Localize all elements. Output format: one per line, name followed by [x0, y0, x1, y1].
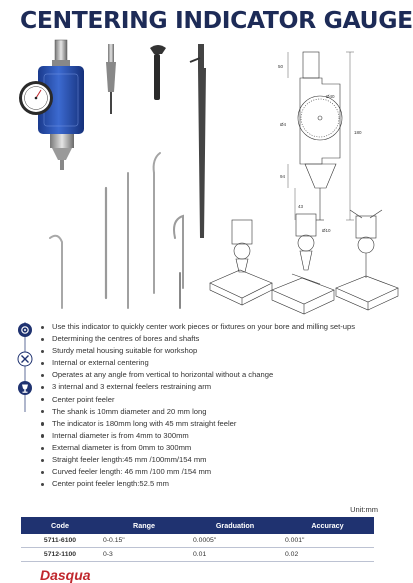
feature-list: [40, 321, 402, 490]
shank-tool-photo: [106, 44, 116, 114]
dim-d1: Ø10: [322, 228, 331, 233]
feature-item: Curved feeler length: 46 mm /100 mm /154 mm: [40, 466, 402, 478]
col-header-range: Range: [99, 517, 189, 534]
feature-item: Determining the centres of bores and shafts: [40, 333, 402, 345]
dim-top: 50: [278, 64, 284, 69]
trophy-icon: [18, 381, 32, 395]
page-title: CENTERING INDICATOR GAUGE: [20, 6, 413, 34]
feature-item: External diameter is from 0mm to 300mm: [40, 442, 402, 454]
usage-sketch-1: [210, 220, 272, 305]
col-header-code: Code: [21, 517, 99, 534]
feature-item: Center point feeler: [40, 394, 402, 406]
feature-item: Sturdy metal housing suitable for workshop: [40, 345, 402, 357]
indicator-gauge-photo: [19, 40, 84, 170]
table-row: [21, 534, 374, 548]
feature-item: Operates at any angle from vertical to horizontal without a change: [40, 369, 402, 381]
feelers-photo: [50, 153, 183, 308]
table-row: [21, 548, 374, 562]
wrench-photo: [150, 45, 166, 100]
dim-d2: Ø4: [280, 122, 287, 127]
usage-sketch-3: [336, 210, 398, 310]
cell-graduation: 0.01: [189, 548, 281, 562]
unit-label: Unit:mm: [350, 505, 378, 514]
cell-accuracy: 0.001": [281, 534, 374, 548]
cell-range: 0-3: [99, 548, 189, 562]
spec-table: [21, 517, 374, 562]
product-illustration: [10, 38, 405, 320]
feature-item: Use this indicator to quickly center work pieces or fixtures on your bore and milling set-ups: [40, 321, 402, 333]
technical-drawing: [288, 52, 354, 220]
gear-icon: [18, 323, 32, 337]
col-header-accuracy: Accuracy: [281, 517, 374, 534]
feature-item: Internal or external centering: [40, 357, 402, 369]
cell-range: 0-0.15": [99, 534, 189, 548]
dim-mid: 94: [280, 174, 286, 179]
col-header-graduation: Graduation: [189, 517, 281, 534]
side-icons: [14, 322, 36, 412]
feature-item: 3 internal and 3 external feelers restraining arm: [40, 381, 402, 393]
feature-item: The shank is 10mm diameter and 20 mm long: [40, 406, 402, 418]
tools-icon: [18, 352, 32, 366]
cell-graduation: 0.0005": [189, 534, 281, 548]
cell-code: 5712-1100: [21, 548, 99, 562]
feature-item: Straight feeler length:45 mm /100mm/154 mm: [40, 454, 402, 466]
extension-arm-photo: [190, 44, 206, 238]
feature-item: Internal diameter is from 4mm to 300mm: [40, 430, 402, 442]
brand-text: Dasqua: [40, 567, 91, 583]
cell-accuracy: 0.02: [281, 548, 374, 562]
table-header-row: [21, 517, 374, 534]
feature-item: The indicator is 180mm long with 45 mm straight feeler: [40, 418, 402, 430]
dim-total: 180: [354, 130, 362, 135]
cell-code: 5711-6100: [21, 534, 99, 548]
feature-item: Center point feeler length:52.5 mm: [40, 478, 402, 490]
brand-logo: [40, 567, 110, 583]
dim-bottom: 43: [298, 204, 304, 209]
dim-dial: Ø40: [326, 94, 335, 99]
